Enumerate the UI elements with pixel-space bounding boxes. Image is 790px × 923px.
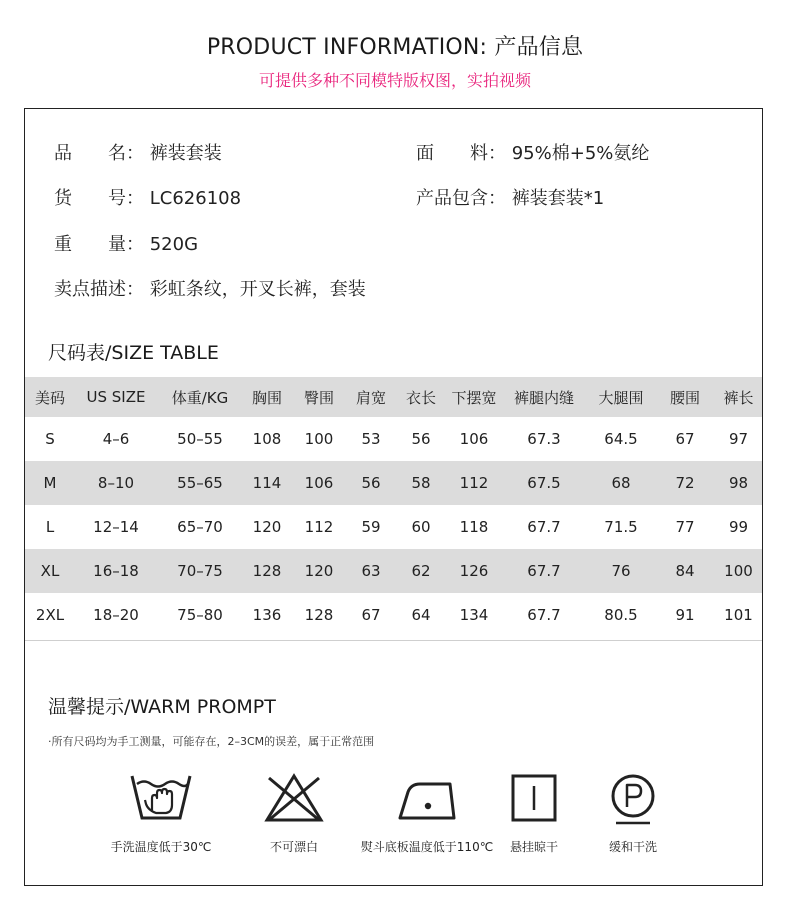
table-row [25, 417, 762, 461]
header-cell: 大腿围 [587, 377, 655, 417]
care-label: 悬挂晾干 [509, 840, 558, 854]
table-cell: S [45, 430, 55, 448]
table-cell: 68 [587, 461, 655, 505]
size-table-title: 尺码表/SIZE TABLE [48, 342, 219, 364]
hand-wash-icon [130, 772, 192, 824]
table-cell: 120 [252, 518, 282, 536]
header-cell: 衣长 [395, 377, 447, 417]
header-cell: 裤腿内缝 [501, 377, 587, 417]
table-cell: M [25, 461, 75, 505]
table-cell: 16–18 [75, 549, 157, 593]
table-cell: 8–10 [75, 461, 157, 505]
table-cell: 59 [361, 518, 381, 536]
table-cell: 106 [459, 430, 489, 448]
table-cell: 67 [361, 606, 381, 624]
size-table [25, 377, 762, 637]
table-cell: 71.5 [604, 518, 638, 536]
table-cell: 97 [728, 430, 749, 448]
sku-row [54, 184, 241, 210]
care-hand-wash [96, 772, 226, 855]
table-cell: 118 [459, 518, 489, 536]
table-cell: 56 [411, 430, 431, 448]
care-label: 手洗温度低于30℃ [110, 840, 212, 854]
table-cell: 67.5 [501, 461, 587, 505]
header-cell: 体重/KG [157, 377, 243, 417]
sku-value: LC626108 [149, 188, 242, 209]
table-cell: 76 [587, 549, 655, 593]
table-cell: 67.3 [527, 430, 561, 448]
table-cell: 100 [304, 430, 334, 448]
care-no-bleach [229, 772, 359, 855]
table-cell: 128 [243, 549, 291, 593]
includes-value: 裤装套装*1 [511, 188, 605, 209]
warm-prompt-title: 温馨提示/WARM PROMPT [48, 696, 276, 718]
sku-label: 货 号： [54, 188, 144, 209]
selling-label: 卖点描述： [54, 279, 144, 300]
care-label: 缓和干洗 [608, 840, 657, 854]
weight-row [54, 230, 198, 256]
table-row [25, 505, 762, 549]
table-cell: 65–70 [177, 518, 223, 536]
table-cell: 120 [291, 549, 347, 593]
table-cell: 62 [395, 549, 447, 593]
divider [25, 640, 762, 641]
table-cell: 63 [347, 549, 395, 593]
header-cell: 胸围 [243, 377, 291, 417]
table-cell: 101 [724, 606, 753, 624]
no-bleach-icon [263, 772, 325, 824]
table-cell: 70–75 [157, 549, 243, 593]
fabric-row [416, 139, 649, 165]
table-cell: 60 [411, 518, 431, 536]
table-cell: 91 [675, 606, 695, 624]
care-dry-clean [568, 772, 698, 855]
size-table-header-row [25, 377, 762, 417]
header-cell: 肩宽 [347, 377, 395, 417]
table-cell: 100 [715, 549, 762, 593]
fabric-value: 95%棉+5%氨纶 [511, 143, 650, 164]
product-name-row [54, 139, 222, 165]
table-cell: 108 [252, 430, 282, 448]
includes-row [416, 184, 604, 210]
table-cell: XL [25, 549, 75, 593]
header-cell: US SIZE [75, 377, 157, 417]
table-cell: 56 [347, 461, 395, 505]
table-cell: 67.7 [501, 549, 587, 593]
iron-icon [396, 772, 458, 824]
table-cell: 136 [252, 606, 282, 624]
table-cell: 53 [361, 430, 381, 448]
table-row [25, 549, 762, 593]
fabric-label: 面 料： [416, 143, 506, 164]
table-cell: L [45, 518, 55, 536]
table-cell: 99 [728, 518, 749, 536]
table-cell: 114 [243, 461, 291, 505]
table-cell: 64 [411, 606, 431, 624]
header-cell: 腰围 [655, 377, 715, 417]
table-cell: 84 [655, 549, 715, 593]
header-cell: 美码 [25, 377, 75, 417]
table-cell: 67 [675, 430, 695, 448]
table-cell: 106 [291, 461, 347, 505]
table-row [25, 593, 762, 637]
header-cell: 裤长 [715, 377, 762, 417]
table-cell: 128 [304, 606, 334, 624]
table-cell: 77 [675, 518, 695, 536]
measurement-note: ·所有尺码均为手工测量，可能存在，2–3CM的误差，属于正常范围 [48, 735, 375, 748]
table-cell: 75–80 [177, 606, 223, 624]
page-subtitle: 可提供多种不同模特版权图，实拍视频 [258, 71, 531, 90]
table-cell: 2XL [35, 606, 65, 624]
selling-row [54, 275, 366, 301]
table-cell: 126 [447, 549, 501, 593]
selling-value: 彩虹条纹，开叉长裤，套装 [149, 279, 366, 300]
table-cell: 58 [395, 461, 447, 505]
dry-clean-p-icon [602, 772, 664, 828]
table-cell: 72 [655, 461, 715, 505]
product-name-value: 裤装套装 [149, 143, 222, 164]
table-cell: 67.7 [527, 606, 561, 624]
weight-value: 520G [149, 234, 199, 255]
table-cell: 55–65 [157, 461, 243, 505]
includes-label: 产品包含： [416, 188, 506, 209]
table-cell: 50–55 [177, 430, 223, 448]
table-cell: 4–6 [102, 430, 130, 448]
page-title: PRODUCT INFORMATION: 产品信息 [206, 35, 584, 60]
table-cell: 98 [715, 461, 762, 505]
weight-label: 重 量： [54, 234, 144, 255]
product-name-label: 品 名： [54, 143, 144, 164]
table-cell: 64.5 [604, 430, 638, 448]
header-cell: 下摆宽 [447, 377, 501, 417]
table-cell: 134 [459, 606, 489, 624]
table-cell: 18–20 [93, 606, 139, 624]
table-row [25, 461, 762, 505]
table-cell: 80.5 [604, 606, 638, 624]
hang-dry-icon [503, 772, 565, 824]
header-cell: 臀围 [291, 377, 347, 417]
table-cell: 67.7 [527, 518, 561, 536]
table-cell: 112 [304, 518, 334, 536]
care-label: 熨斗底板温度低于110℃ [360, 840, 494, 854]
table-cell: 12–14 [93, 518, 139, 536]
table-cell: 112 [447, 461, 501, 505]
care-label: 不可漂白 [269, 840, 318, 854]
